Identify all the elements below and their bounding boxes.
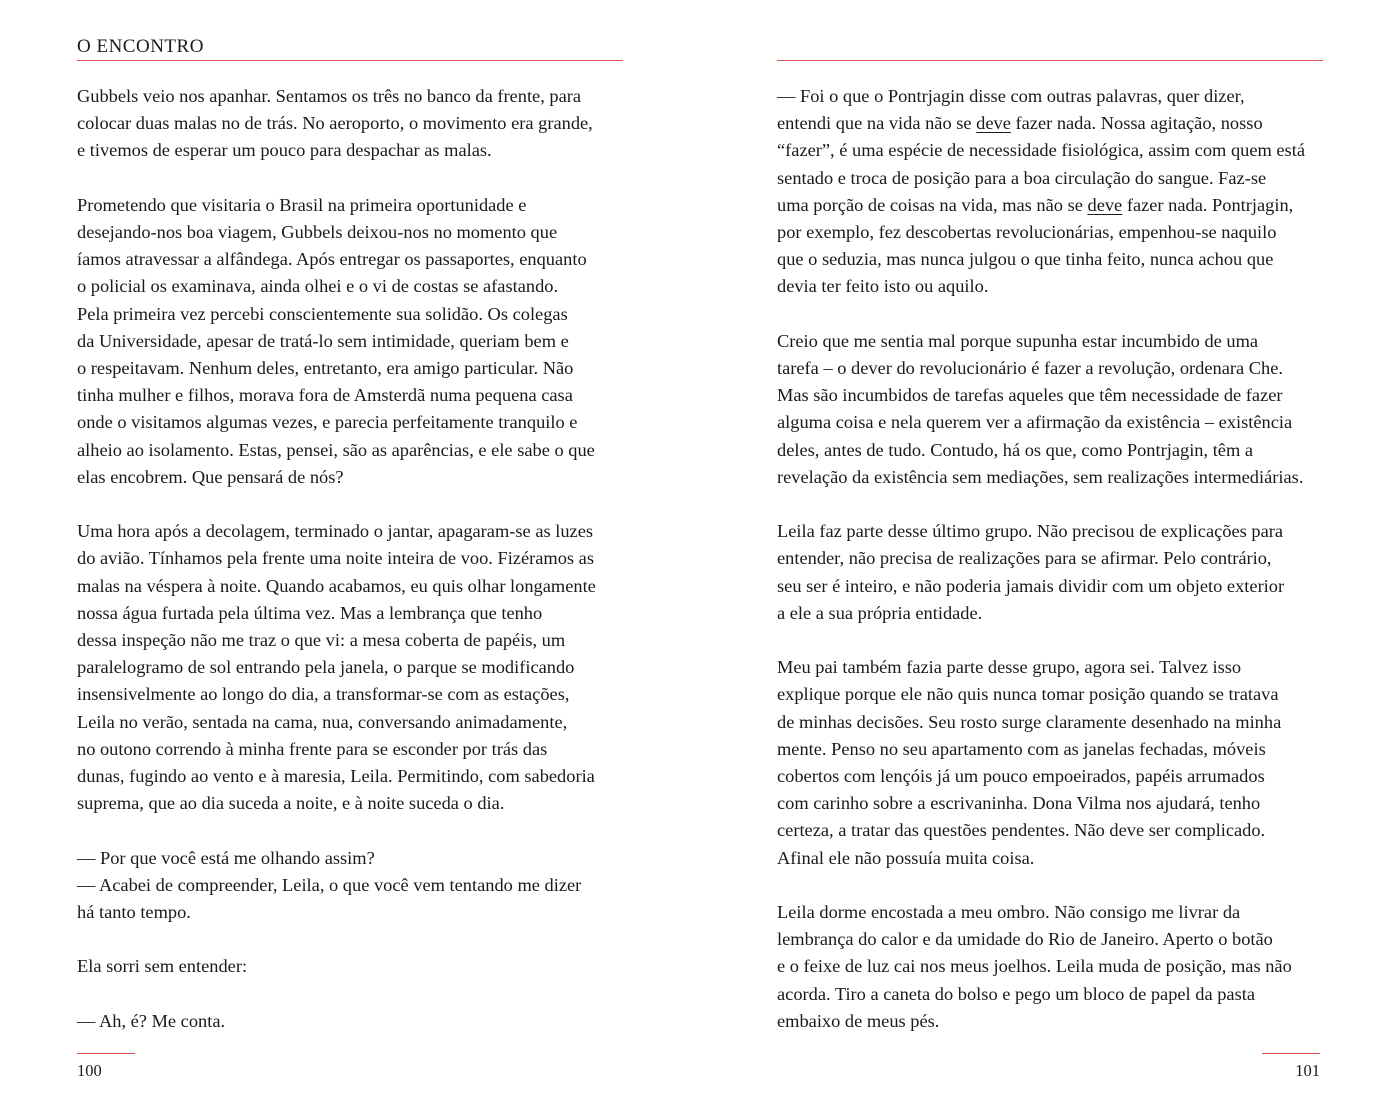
right-page-paragraphs — [777, 328, 1323, 1035]
paragraph — [777, 328, 1323, 491]
running-head: O ENCONTRO — [77, 36, 204, 57]
left-page — [77, 0, 623, 1119]
text-line: deles, antes de tudo. Contudo, há os que, como Pontrjagin, têm a — [777, 439, 1254, 460]
text-line: malas na véspera à noite. Quando acabamos, eu quis olhar longamente — [77, 575, 596, 596]
text-line: cobertos com lençóis já um pouco empoeirados, papéis arrumados — [777, 766, 1265, 787]
text-line: por exemplo, fez descobertas revolucionárias, empenhou-se naquilo — [777, 222, 1277, 243]
text-line: e o feixe de luz cai nos meus joelhos. Leila muda de posição, mas não — [777, 956, 1292, 977]
page-number-left: 100 — [77, 1061, 102, 1080]
paragraph — [77, 83, 623, 165]
text-line: Prometendo que visitaria o Brasil na primeira oportunidade e — [77, 194, 527, 215]
text-line: o policial os examinava, ainda olhei e o vi de costas se afastando. — [77, 276, 559, 297]
text-line: alheio ao isolamento. Estas, pensei, são as aparências, e ele sabe o que — [77, 439, 595, 460]
text-line: há tanto tempo. — [77, 902, 191, 923]
text-line: desejando-nos boa viagem, Gubbels deixou-nos no momento que — [77, 222, 558, 242]
text-line: insensivelmente ao longo do dia, a transformar-se com as estações, — [77, 684, 570, 705]
text-line: e tivemos de esperar um pouco para despachar as malas. — [77, 140, 492, 161]
text-run: fazer nada. Nossa agitação, nosso — [1010, 113, 1263, 134]
text-line: Creio que me sentia mal porque supunha estar incumbido de uma — [777, 330, 1259, 351]
text-line: — Foi o que o Pontrjagin disse com outras palavras, quer dizer, — [777, 86, 1245, 106]
text-line — [777, 192, 1323, 219]
text-line: a ele a sua própria entidade. — [777, 602, 983, 623]
text-line: entender, não precisa de realizações para se afirmar. Pelo contrário, — [777, 548, 1272, 569]
text-run: entendi que na vida não se — [777, 113, 977, 134]
paragraph — [777, 83, 1323, 301]
paragraph — [77, 953, 623, 980]
text-line: elas encobrem. Que pensará de nós? — [77, 466, 344, 487]
text-line: Pela primeira vez percebi conscientemente sua solidão. Os colegas — [77, 303, 568, 324]
text-line: Leila dorme encostada a meu ombro. Não consigo me livrar da — [777, 902, 1241, 923]
paragraph — [77, 1008, 623, 1035]
text-line: dessa inspeção não me traz o que vi: a mesa coberta de papéis, um — [77, 630, 566, 651]
text-line: Afinal ele não possuía muita coisa. — [777, 847, 1035, 868]
right-page-text — [777, 83, 1323, 1035]
text-line: Leila no verão, sentada na cama, nua, conversando animadamente, — [77, 711, 568, 732]
paragraph — [77, 192, 623, 491]
text-line: — Por que você está me olhando assim? — [77, 847, 375, 868]
paragraph — [777, 654, 1323, 872]
footer-rule — [1262, 1053, 1320, 1054]
text-line: Gubbels veio nos apanhar. Sentamos os três no banco da frente, para — [77, 86, 582, 106]
text-line: paralelogramo de sol entrando pela janela, o parque se modificando — [77, 657, 575, 678]
text-line: Meu pai também fazia parte desse grupo, agora sei. Talvez isso — [777, 657, 1242, 678]
underlined-word: deve — [976, 113, 1011, 134]
text-line: íamos atravessar a alfândega. Após entregar os passaportes, enquanto — [77, 249, 587, 270]
text-line: embaixo de meus pés. — [777, 1010, 940, 1031]
text-line: com carinho sobre a escrivaninha. Dona Vilma nos ajudará, tenho — [777, 793, 1261, 814]
paragraph — [777, 518, 1323, 627]
text-line: devia ter feito isto ou aquilo. — [777, 276, 989, 297]
text-line: suprema, que ao dia suceda a noite, e à noite suceda o dia. — [77, 793, 505, 814]
text-line: o respeitavam. Nenhum deles, entretanto, era amigo particular. Não — [77, 358, 574, 379]
text-line — [777, 110, 1323, 137]
text-line: certeza, a tratar das questões pendentes. Não deve ser complicado. — [777, 820, 1266, 841]
text-line: do avião. Tínhamos pela frente uma noite inteira de voo. Fizéramos as — [77, 548, 594, 569]
text-line: seu ser é inteiro, e não poderia jamais dividir com um objeto exterior — [777, 575, 1285, 596]
right-page — [777, 0, 1323, 1119]
text-line: explique porque ele não quis nunca tomar posição quando se tratava — [777, 684, 1279, 705]
text-line: dunas, fugindo ao vento e à maresia, Leila. Permitindo, com sabedoria — [77, 766, 595, 787]
text-run: fazer nada. Pontrjagin, — [1122, 194, 1294, 215]
text-line: de minhas decisões. Seu rosto surge claramente desenhado na minha — [777, 711, 1282, 732]
text-line: — Acabei de compreender, Leila, o que você vem tentando me dizer — [77, 874, 582, 895]
paragraph — [77, 518, 623, 817]
text-line: Ela sorri sem entender: — [77, 956, 248, 977]
text-line: revelação da existência sem mediações, sem realizações intermediárias. — [777, 466, 1304, 487]
text-line: onde o visitamos algumas vezes, e parecia perfeitamente tranquilo e — [77, 412, 578, 433]
header-rule — [77, 60, 623, 61]
text-line: da Universidade, apesar de tratá-lo sem intimidade, queriam bem e — [77, 330, 569, 351]
text-line: Leila faz parte desse último grupo. Não precisou de explicações para — [777, 521, 1284, 542]
text-line: tinha mulher e filhos, morava fora de Amsterdã numa pequena casa — [77, 385, 573, 406]
text-line: acorda. Tiro a caneta do bolso e pego um bloco de papel da pasta — [777, 983, 1256, 1004]
footer-rule — [77, 1053, 135, 1054]
text-line: que o seduzia, mas nunca julgou o que tinha feito, nunca achou que — [777, 249, 1274, 270]
text-line: Uma hora após a decolagem, terminado o jantar, apagaram-se as luzes — [77, 521, 594, 542]
text-line: alguma coisa e nela querem ver a afirmação da existência – existência — [777, 412, 1293, 433]
underlined-word: deve — [1087, 194, 1123, 215]
left-page-text — [77, 83, 623, 1035]
text-line: tarefa – o dever do revolucionário é fazer a revolução, ordenara Che. — [777, 358, 1283, 379]
header-rule — [777, 60, 1323, 61]
page-number-right: 101 — [1295, 1061, 1320, 1080]
paragraph — [77, 845, 623, 927]
text-run: uma porção de coisas na vida, mas não se — [777, 194, 1088, 215]
text-line: colocar duas malas no de trás. No aeroporto, o movimento era grande, — [77, 113, 593, 134]
text-line: no outono correndo à minha frente para se esconder por trás das — [77, 738, 548, 759]
text-line: Mas são incumbidos de tarefas aqueles que têm necessidade de fazer — [777, 385, 1283, 406]
text-line: lembrança do calor e da umidade do Rio de Janeiro. Aperto o botão — [777, 929, 1273, 950]
paragraph — [777, 899, 1323, 1035]
text-line: “fazer”, é uma espécie de necessidade fisiológica, assim com quem está — [777, 140, 1305, 161]
text-line: nossa água furtada pela última vez. Mas a lembrança que tenho — [77, 602, 543, 623]
text-line: sentado e troca de posição para a boa circulação do sangue. Faz-se — [777, 167, 1267, 188]
text-line: — Ah, é? Me conta. — [77, 1010, 226, 1031]
text-line: mente. Penso no seu apartamento com as janelas fechadas, móveis — [777, 738, 1266, 759]
